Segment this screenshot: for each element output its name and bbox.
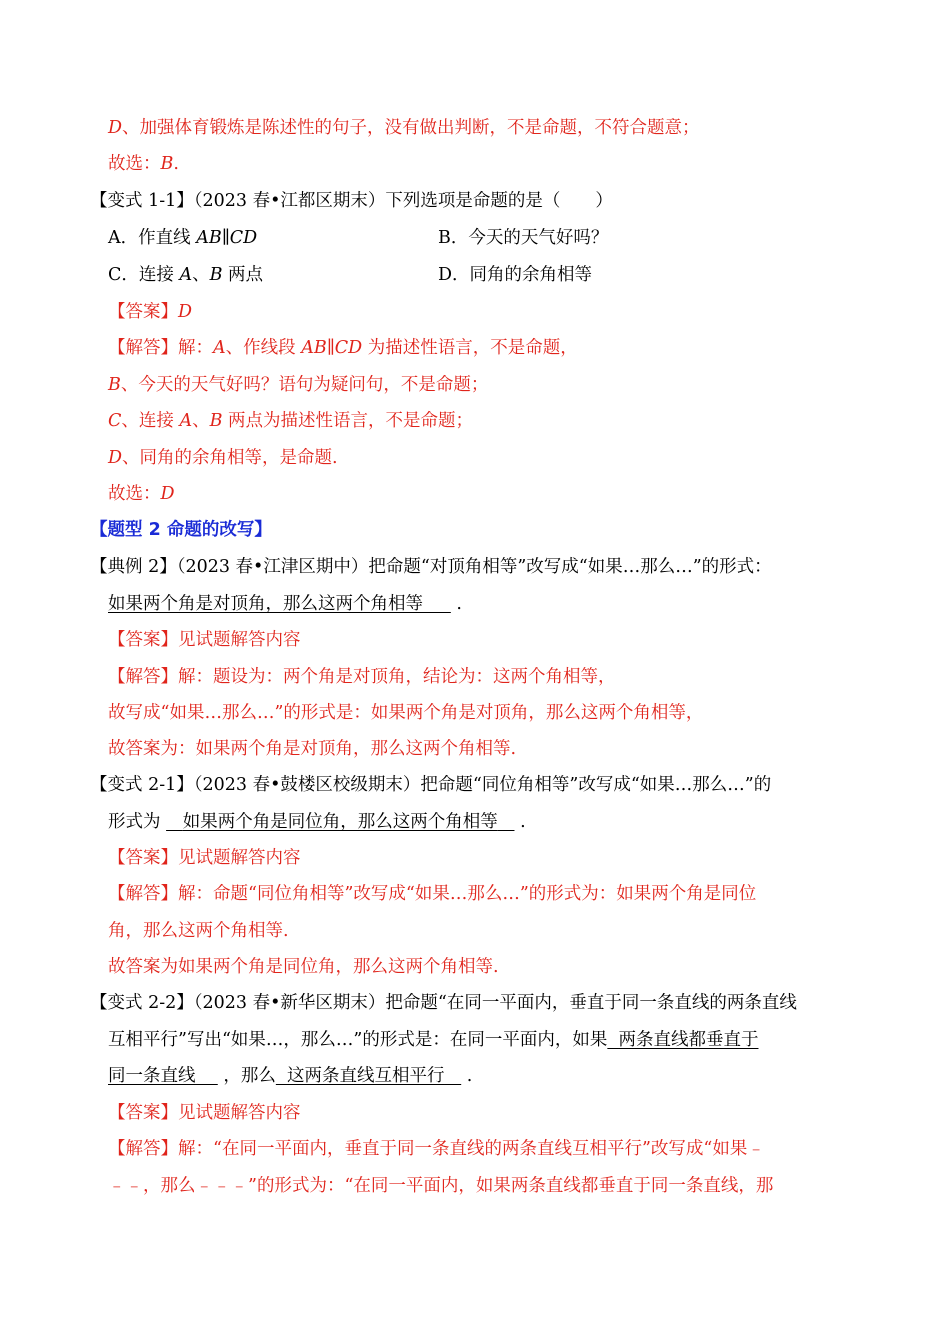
question-source: （2023 春•江津区期中） bbox=[176, 557, 369, 577]
answer-tag: 【答案】 bbox=[108, 302, 178, 322]
v11-option-a: A．作直线 AB∥CD bbox=[108, 228, 258, 248]
ex2-jie-1: 【解答】解：题设为：两个角是对顶角，结论为：这两个角相等， bbox=[108, 667, 616, 687]
v21-blank-line: 形式为 如果两个角是同位角，那么这两个角相等 . bbox=[108, 812, 526, 832]
v11-jie-b: B、今天的天气好吗？语句为疑问句，不是命题； bbox=[108, 375, 489, 395]
ex2-jie-2: 故写成“如果…那么…”的形式是：如果两个角是对顶角，那么这两个角相等， bbox=[108, 703, 704, 723]
v11-jie-c: C、连接 A、B 两点为描述性语言，不是命题； bbox=[108, 411, 474, 431]
question-tag: 【变式 2-2】 bbox=[90, 993, 194, 1013]
ex2-answer: 【答案】见试题解答内容 bbox=[108, 630, 301, 650]
answer-tag: 【答案】 bbox=[108, 1103, 178, 1123]
v22-jie-1: 【解答】解：“在同一平面内，垂直于同一条直线的两条直线互相平行”改写成“如果﹣ bbox=[108, 1139, 765, 1159]
answer-blank: 如果两个角是对顶角，那么这两个角相等 bbox=[108, 594, 423, 614]
letter-d: D bbox=[108, 118, 123, 138]
jie-tag: 【解答】 bbox=[108, 338, 178, 358]
v22-answer: 【答案】见试题解答内容 bbox=[108, 1103, 301, 1123]
question-source: （2023 春•江都区期末） bbox=[193, 191, 386, 211]
v11-choose: 故选：D bbox=[108, 484, 175, 504]
question-tag: 【典例 2】 bbox=[90, 557, 177, 577]
answer-blank-1b: 同一条直线 bbox=[108, 1066, 196, 1086]
jie-tag: 【解答】 bbox=[108, 1139, 178, 1159]
v11-option-c: C．连接 A、B 两点 bbox=[108, 265, 264, 285]
answer-tag: 【答案】 bbox=[108, 630, 178, 650]
v11-question: 【变式 1-1】（2023 春•江都区期末）下列选项是命题的是（ ） bbox=[90, 191, 613, 211]
v11-answer: 【答案】D bbox=[108, 302, 193, 322]
v22-question-line-3: 同一条直线 ，那么 这两条直线互相平行 . bbox=[108, 1066, 473, 1086]
v21-jie-2: 角，那么这两个角相等. bbox=[108, 921, 289, 941]
v21-question: 【变式 2-1】（2023 春•鼓楼区校级期末）把命题“同位角相等”改写成“如果…那么…”的 bbox=[90, 775, 772, 795]
prev-option-d-explanation: D、加强体育锻炼是陈述性的句子，没有做出判断，不是命题，不符合题意； bbox=[108, 118, 700, 138]
v22-question-line-2: 互相平行”写出“如果…，那么…”的形式是：在同一平面内，如果 两条直线都垂直于 bbox=[108, 1030, 759, 1050]
answer-blank-1a: 两条直线都垂直于 bbox=[618, 1030, 759, 1050]
jie-tag: 【解答】 bbox=[108, 667, 178, 687]
v11-option-d: D．同角的余角相等 bbox=[438, 265, 593, 285]
ex2-blank-line: 如果两个角是对顶角，那么这两个角相等 . bbox=[108, 594, 462, 614]
ex2-question: 【典例 2】（2023 春•江津区期中）把命题“对顶角相等”改写成“如果…那么…”的形式： bbox=[90, 557, 772, 577]
v22-jie-2: ﹣﹣，那么﹣﹣﹣”的形式为：“在同一平面内，如果两条直线都垂直于同一条直线，那 bbox=[108, 1176, 774, 1196]
ex2-jie-3: 故答案为：如果两个角是对顶角，那么这两个角相等. bbox=[108, 739, 517, 759]
question-tag: 【变式 2-1】 bbox=[90, 775, 194, 795]
question-tag: 【变式 1-1】 bbox=[90, 191, 194, 211]
question-source: （2023 春•新华区期末） bbox=[193, 993, 386, 1013]
v21-answer: 【答案】见试题解答内容 bbox=[108, 848, 301, 868]
v11-option-b: B．今天的天气好吗？ bbox=[438, 228, 609, 248]
question-source: （2023 春•鼓楼区校级期末） bbox=[193, 775, 421, 795]
v21-jie-3: 故答案为如果两个角是同位角，那么这两个角相等. bbox=[108, 957, 499, 977]
section-heading: 【题型 2 命题的改写】 bbox=[90, 520, 272, 540]
answer-blank-2: 这两条直线互相平行 bbox=[286, 1066, 445, 1086]
jie-tag: 【解答】 bbox=[108, 884, 178, 904]
v21-jie-1: 【解答】解：命题“同位角相等”改写成“如果…那么…”的形式为：如果两个角是同位 bbox=[108, 884, 757, 904]
v22-question: 【变式 2-2】（2023 春•新华区期末）把命题“在同一平面内，垂直于同一条直线的两条直线 bbox=[90, 993, 797, 1013]
v11-jie-d: D、同角的余角相等，是命题. bbox=[108, 448, 338, 468]
v11-jie-a: 【解答】解：A、作线段 AB∥CD 为描述性语言，不是命题， bbox=[108, 338, 578, 358]
answer-tag: 【答案】 bbox=[108, 848, 178, 868]
answer-blank: 如果两个角是同位角，那么这两个角相等 bbox=[182, 812, 498, 832]
prev-choose: 故选：B. bbox=[108, 154, 179, 174]
